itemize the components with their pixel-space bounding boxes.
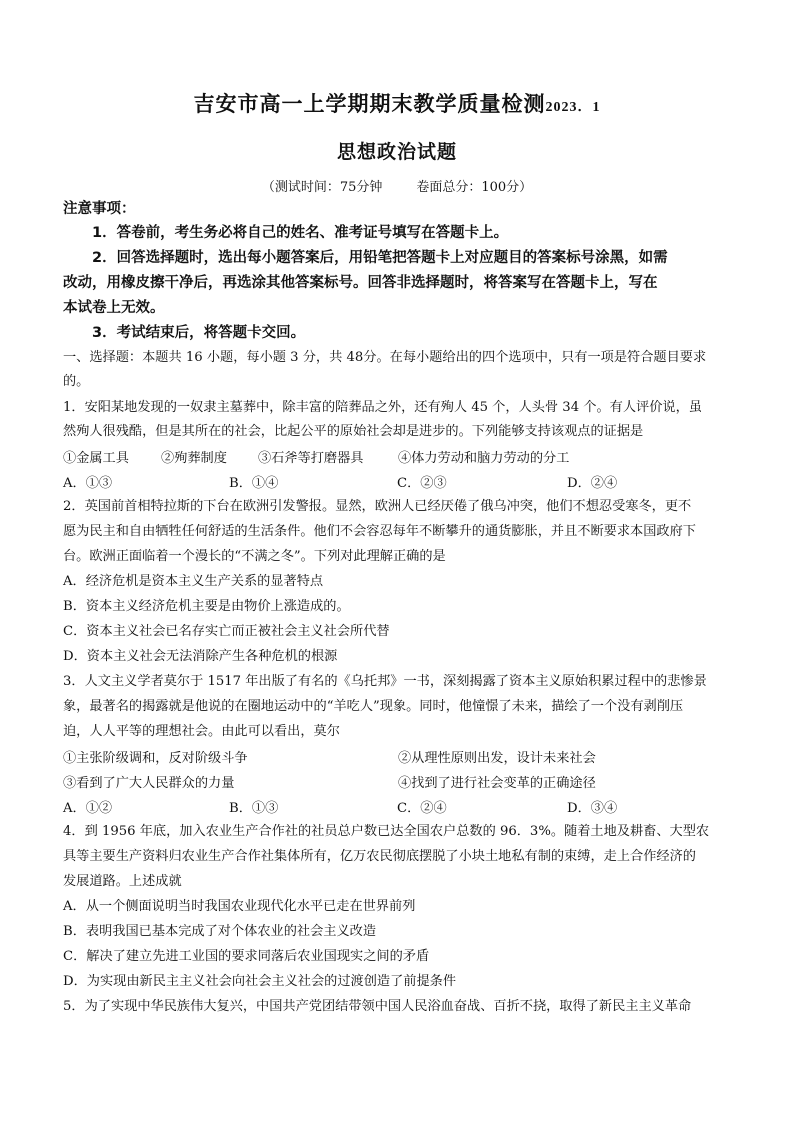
question-4-option-c: C．解决了建立先进工业国的要求同落后农业国现实之间的矛盾 xyxy=(63,949,430,964)
question-4-stem-cont: 发展道路。上述成就 xyxy=(63,874,182,889)
question-1-option-a: A．①③ xyxy=(63,476,113,491)
question-3-item: ②从理性原则出发，设计未来社会 xyxy=(398,751,596,766)
question-1-items xyxy=(63,447,743,467)
question-1-option-d: D．②④ xyxy=(567,476,618,491)
question-1-option-c: C．②③ xyxy=(397,476,447,491)
question-3-items-row-2 xyxy=(63,772,743,792)
question-3-stem-cont: 象，最著名的揭露就是他说的在圈地运动中的“羊吃人”现象。同时，他憧憬了未来，描绘了一个没有剥削压 xyxy=(63,699,684,714)
question-3-option-a: A．①② xyxy=(63,801,113,816)
exam-subject: 思想政治试题 xyxy=(336,141,457,163)
section-1-instructions: 一、选择题：本题共 16 小题，每小题 3 分，共 48分。在每小题给出的四个选项中，只有一项是符合题目要求 xyxy=(63,350,707,365)
test-time: （测试时间：75分钟 xyxy=(261,180,383,195)
notice-item-2-line-1: 2．回答选择题时，选出每小题答案后，用铅笔把答题卡上对应题目的答案标号涂黑，如需 xyxy=(92,250,668,266)
question-1-stem-cont: 然殉人很残酷，但是其所在的社会，比起公平的原始社会却是进步的。下列能够支持该观点的证据是 xyxy=(63,424,644,439)
exam-title-text: 吉安市高一上学期期末教学质量检测 xyxy=(193,92,546,116)
question-3-item: ③看到了广大人民群众的力量 xyxy=(63,776,235,791)
question-2-stem-cont: 愿为民主和自由牺牲任何舒适的生活条件。他们不会容忍每年不断攀升的通货膨胀，并且不断要求本国政府下 xyxy=(63,524,696,539)
question-1-stem: 1．安阳某地发现的一奴隶主墓葬中，除丰富的陪葬品之外，还有殉人 45 个，人头骨 34 个。有人评价说，虽 xyxy=(63,400,702,415)
question-3-item: ①主张阶级调和，反对阶级斗争 xyxy=(63,751,248,766)
question-5-stem: 5．为了实现中华民族伟大复兴，中国共产党团结带领中国人民浴血奋战、百折不挠，取得了新民主主义革命 xyxy=(63,999,692,1014)
question-2-option-a: A．经济危机是资本主义生产关系的显著特点 xyxy=(63,574,324,589)
notice-heading: 注意事项： xyxy=(63,201,136,217)
question-1-option-b: B．①④ xyxy=(229,476,279,491)
question-4-option-b: B．表明我国已基本完成了对个体农业的社会主义改造 xyxy=(63,924,377,939)
exam-title xyxy=(0,88,794,118)
question-4-option-a: A．从一个侧面说明当时我国农业现代化水平已走在世界前列 xyxy=(63,899,416,914)
notice-item-2-line-2: 改动，用橡皮擦干净后，再选涂其他答案标号。回答非选择题时，将答案写在答题卡上，写在 xyxy=(63,275,658,291)
question-1-item: ③石斧等打磨器具 xyxy=(258,451,364,466)
exam-year: 2023．1 xyxy=(545,100,601,115)
question-2-option-b: B．资本主义经济危机主要是由物价上涨造成的。 xyxy=(63,599,350,614)
question-4-stem: 4．到 1956 年底，加入农业生产合作社的社员总户数已达全国农户总数的 96．3%。随着土地及耕畜、大型农 xyxy=(63,824,710,839)
question-4-stem-cont: 具等主要生产资料归农业生产合作社集体所有，亿万农民彻底摆脱了小块土地私有制的束缚，走上合作经济的 xyxy=(63,849,696,864)
question-3-options xyxy=(63,797,743,817)
question-1-item: ④体力劳动和脑力劳动的分工 xyxy=(398,451,570,466)
question-3-stem: 3．人文主义学者莫尔于 1517 年出版了有名的《乌托邦》一书，深刻揭露了资本主义原始积累过程中的悲惨景 xyxy=(63,674,707,689)
question-2-option-d: D．资本主义社会无法消除产生各种危机的根源 xyxy=(63,649,338,664)
question-1-item: ②殉葬制度 xyxy=(161,451,227,466)
question-1-options xyxy=(63,472,743,492)
section-1-instructions-cont: 的。 xyxy=(63,374,90,389)
total-score: 卷面总分：100分） xyxy=(416,180,533,195)
question-3-option-c: C．②④ xyxy=(397,801,447,816)
question-3-option-b: B．①③ xyxy=(229,801,279,816)
question-3-item: ④找到了进行社会变革的正确途径 xyxy=(398,776,596,791)
question-2-stem-cont: 台。欧洲正面临着一个漫长的“不满之冬”。下列对此理解正确的是 xyxy=(63,549,446,564)
question-1-item: ①金属工具 xyxy=(63,451,129,466)
question-3-items-row-1 xyxy=(63,747,743,767)
notice-item-3: 3．考试结束后，将答题卡交回。 xyxy=(92,325,306,341)
question-2-stem: 2．英国前首相特拉斯的下台在欧洲引发警报。显然，欧洲人已经厌倦了俄乌冲突，他们不想忍受寒冬，更不 xyxy=(63,499,692,514)
notice-item-2-line-3: 本试卷上无效。 xyxy=(63,300,165,316)
question-2-option-c: C．资本主义社会已名存实亡而正被社会主义社会所代替 xyxy=(63,624,390,639)
question-3-stem-cont: 迫，人人平等的理想社会。由此可以看出，莫尔 xyxy=(63,724,340,739)
exam-meta xyxy=(0,176,794,195)
notice-item-1: 1．答卷前，考生务必将自己的姓名、准考证号填写在答题卡上。 xyxy=(92,225,509,241)
question-4-option-d: D．为实现由新民主主义社会向社会主义社会的过渡创造了前提条件 xyxy=(63,974,457,989)
question-3-option-d: D．③④ xyxy=(567,801,618,816)
